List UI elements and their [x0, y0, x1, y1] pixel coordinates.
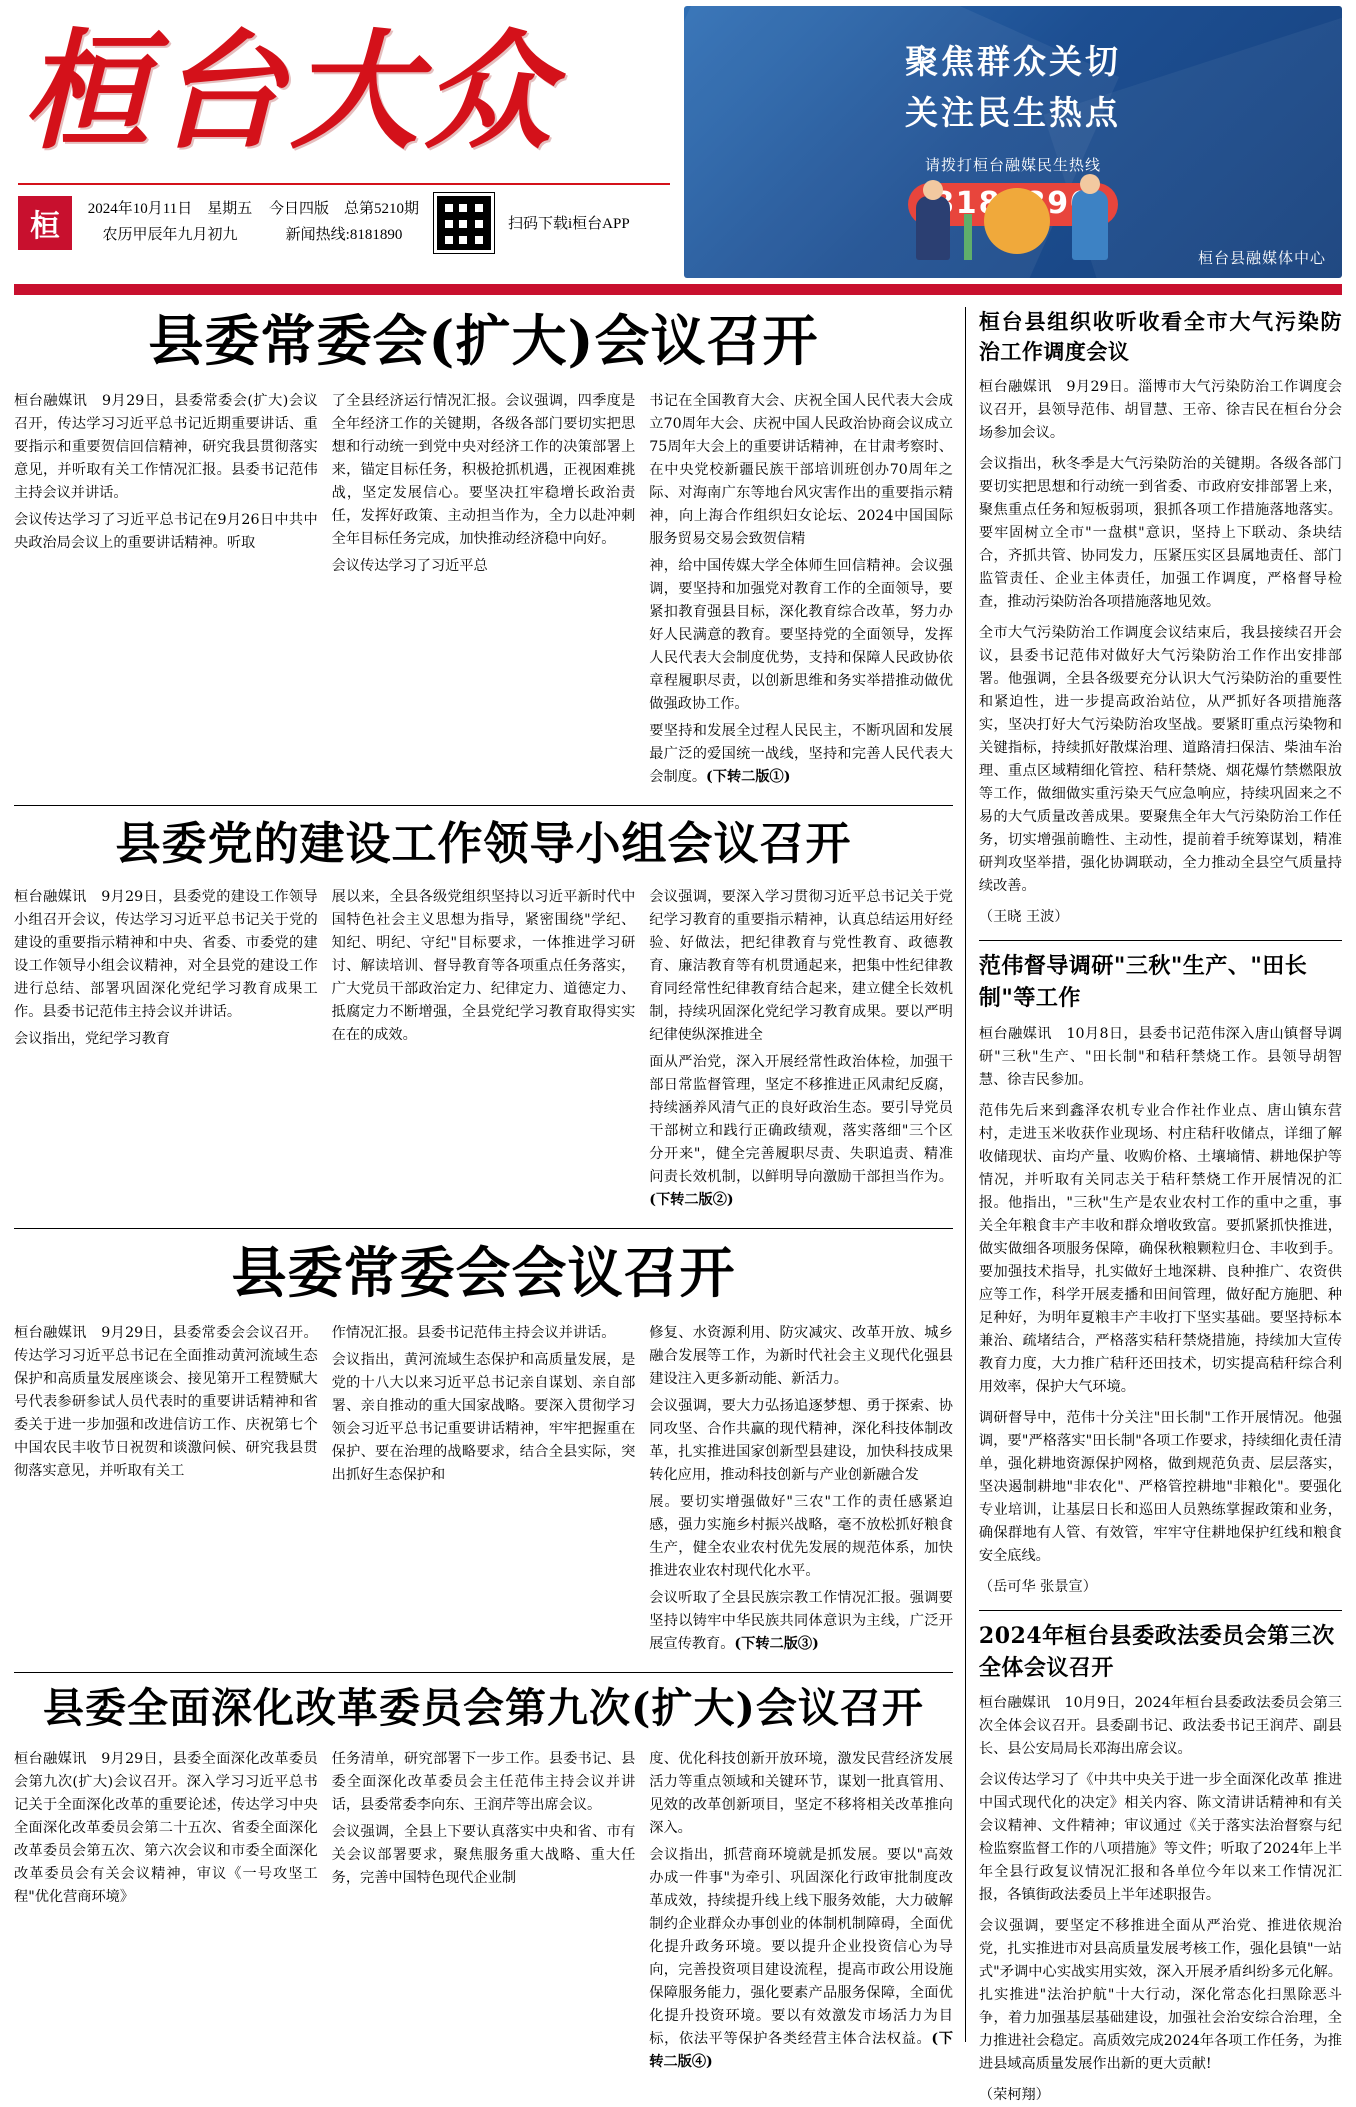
byline: （岳可华 张景宣）: [978, 1578, 1097, 1595]
issue-date-gregorian: 2024年10月11日 星期五: [87, 201, 253, 218]
headline[interactable]: 县委党的建设工作领导小组会议召开: [115, 816, 852, 870]
paragraph: 会议强调，要深入学习贯彻习近平总书记关于党纪学习教育的重要指示精神，认真总结运用好经验、好做法，把纪律教育与党性教育、政德教育、廉洁教育等有机贯通起来，把集中性纪律教育同经常性纪律教育结合起来，建立健全长效机制，持续巩固深化党纪学习教育成果。要以严明纪律使纵深推进全: [649, 889, 953, 1043]
column-1: [14, 1322, 318, 1660]
paragraph: 展。要切实增强做好"三农"工作的责任感紧迫感，强力实施乡村振兴战略，毫不放松抓好粮食生产，健全农业农村优先发展的规范体系，加快推进农业农村现代化水平。: [649, 1493, 953, 1579]
paragraph: 桓台融媒讯 9月29日。淄博市大气污染防治工作调度会议召开，县领导范伟、胡冒慧、王帝、徐吉民在桓台分会场参加会议。: [978, 378, 1342, 441]
paragraph: 作情况汇报。县委书记范伟主持会议并讲话。: [331, 1324, 616, 1341]
article-columns: [14, 886, 953, 1216]
masthead-info: [14, 185, 674, 253]
issue-number: [268, 197, 420, 248]
article-air-pollution-meeting: [979, 307, 1342, 929]
article-standing-committee-expanded: [14, 307, 953, 793]
headline[interactable]: 县委常委会(扩大)会议召开: [148, 308, 819, 373]
paragraph: 会议指出，秋冬季是大气污染防治的关键期。各级各部门要切实把思想和行动统一到省委、市政府安排部署上来，聚焦重点任务和短板弱项，狠抓各项工作措施落地落实。要牢固树立全市"一盘棋"意识，坚持上下联动、条块结合，齐抓共管、协同发力，压紧压实区县属地责任、部门监管责任、企业主体责任，加强工作调度，严格督导检查，推动污染防治各项措施落地见效。: [978, 455, 1342, 610]
main-articles-column: [14, 307, 966, 2070]
ad-subtitle: 请拨打桓台融媒民生热线: [924, 158, 1101, 175]
byline: （王晓 王波）: [978, 908, 1069, 925]
qr-code-icon[interactable]: [434, 193, 494, 253]
seal-logo: 桓: [18, 196, 72, 250]
headline[interactable]: 县委常委会会议召开: [231, 1240, 736, 1305]
paragraph: 会议指出，黄河流域生态保护和高质量发展，是党的十八大以来习近平总书记亲自谋划、亲自部署、亲自推动的重大国家战略。要深入贯彻学习领会习近平总书记重要讲话精神，牢牢把握重在保护、要在治理的战略要求，结合全县实际，突出抓好生态保护和: [331, 1351, 636, 1483]
column-3: [649, 886, 953, 1216]
section-divider: [14, 805, 953, 806]
column-3: [649, 1748, 953, 2078]
column-3: [649, 1322, 953, 1660]
paragraph: 修复、水资源利用、防灾减灾、改革开放、城乡融合发展等工作，为新时代社会主义现代化强县建设注入更多新动能、新活力。: [649, 1324, 953, 1387]
article-party-building-leading-group: [14, 816, 953, 1216]
continuation-note[interactable]: (下转二版④): [649, 2031, 953, 2070]
column-2: [332, 390, 636, 793]
article-columns: [14, 1322, 953, 1660]
qr-code-label: 扫码下载i桓台APP: [508, 216, 630, 233]
continuation-note[interactable]: (下转二版③): [734, 1635, 819, 1652]
person-icon-right: [1072, 190, 1108, 260]
issue-date-lunar: 农历甲辰年九月初九: [102, 226, 238, 243]
paragraph: 会议强调，要大力弘扬追逐梦想、勇于探索、协同攻坚、合作共赢的现代精神，深化科技体制改革，扎实推进国家创新型县建设，加快科技成果转化应用，推动科技创新与产业创新融合发: [649, 1397, 953, 1483]
ad-title-line-2: 关注民生热点: [905, 93, 1121, 133]
paragraph: [649, 1051, 953, 1212]
paragraph: 桓台融媒讯 9月29日，县委常委会(扩大)会议召开，传达学习习近平总书记近期重要讲话、重要指示和重要贺信回信精神，研究我县贯彻落实意见，并听取有关工作情况汇报。县委书记范伟主持会议并讲话。: [14, 392, 318, 501]
column-1: [14, 886, 318, 1216]
masthead-left: [14, 6, 674, 253]
page-content: [14, 307, 1342, 2104]
article-deepening-reform-committee: [14, 1683, 953, 2078]
paragraph: 桓台融媒讯 10月9日，2024年桓台县委政法委员会第三次全体会议召开。县委副书记、政法委书记王润芹、副县长、县公安局局长邓海出席会议。: [978, 1695, 1342, 1758]
article-autumn-harvest-inspection: [979, 951, 1342, 1599]
paragraph: [649, 1587, 953, 1656]
paragraph: 桓台融媒讯 10月8日，县委书记范伟深入唐山镇督导调研"三秋"生产、"田长制"和秸秆禁烧工作。县领导胡智慧、徐吉民参加。: [978, 1025, 1342, 1088]
section-divider: [14, 1672, 953, 1673]
paragraph: 度、优化科技创新开放环境，激发民营经济发展活力等重点领域和关键环节，谋划一批真管用、见效的改革创新项目，坚定不移将相关改革推向深入。: [649, 1751, 953, 1836]
paragraph-text: 会议指出，抓营商环境就是抓发展。要以"高效办成一件事"为牵引、巩固深化行政审批制度改革成效，持续提升线上线下服务效能，大力破解制约企业群众办事创业的体制机制障碍，全面优化提升政务环境。要以提升企业投资信心为导向，完善投资项目建设流程，提高市政公用设施保障服务能力，强化要素产品服务保障，全面优化提升投资环境。要以有效激发市场活力为目标，依法平等保护各类经营主体合法权益。: [649, 1847, 953, 2047]
article-political-legal-committee: [979, 1621, 1342, 2107]
ad-title: [684, 6, 1342, 138]
paragraph: 桓台融媒讯 9月29日，县委常委会会议召开。传达学习习近平总书记在全面推动黄河流域生态保护和高质量发展座谈会、接见第开工程赞赋大号代表参研参试人员代表时的重要讲话精神和省委关于进一步加强和改进信访工作、庆祝第七个中国农民丰收节日祝贺和谈激问候、研究我县贯彻落实意见，并听取有关工: [14, 1324, 318, 1479]
paragraph: 展以来，全县各级党组织坚持以习近平新时代中国特色社会主义思想为指导，紧密围绕"学纪、知纪、明纪、守纪"目标要求，一体推进学习研讨、解读培训、督导教育等各项重点任务落实，广大党员干部政治定力、纪律定力、道德定力、抵腐定力不断增强，全县党纪学习教育取得实实在在的成效。: [331, 889, 636, 1043]
paragraph: 书记在全国教育大会、庆祝全国人民代表大会成立70周年大会、庆祝中国人民政治协商会议成立75周年大会上的重要讲话精神，在甘肃考察时、在中央党校新疆民族干部培训班创办70周年之际、对海南广东等地台风灾害作出的重要指示精神，向上海合作组织妇女论坛、2024中国国际服务贸易交易会致贺信精: [649, 392, 953, 547]
section-divider: [14, 1228, 953, 1229]
paragraph: 神，给中国传媒大学全体师生回信精神。会议强调，要坚持和加强党对教育工作的全面领导，要紧扣教育强县目标，深化教育综合改革，努力办好人民满意的教育。要坚持党的全面领导，发挥人民代表大会制度优势，支持和保障人民政协依章程履职尽责，以创新思维和务实举措推动做优做强政协工作。: [649, 557, 953, 712]
continuation-note[interactable]: (下转二版①): [706, 768, 791, 785]
ad-illustration-circle: [984, 188, 1050, 254]
ad-illustration: [864, 170, 1194, 260]
paragraph: 会议强调，要坚定不移推进全面从严治党、推进依规治党，扎实推进市对县高质量发展考核工作，强化县镇"一站式"矛调中心实战实用实效，深入开展矛盾纠纷多元化解。扎实推进"法治护航"十大行动，深化常态化扫黑除恶斗争，着力加强基层基础建设，加强社会治安综合治理，全力推进社会稳定。高质效完成2024年各项工作任务，为推进县域高质量发展作出新的更大贡献!: [978, 1918, 1342, 2073]
continuation-note[interactable]: (下转二版②): [649, 1192, 734, 1208]
paragraph: [649, 720, 953, 789]
paragraph: 会议传达学习了习近平总: [331, 557, 488, 574]
red-separator-bar: [14, 284, 1342, 295]
headline[interactable]: 2024年桓台县委政法委员会第三次全体会议召开: [978, 1622, 1335, 1681]
headline[interactable]: 范伟督导调研"三秋"生产、"田长制"等工作: [978, 952, 1308, 1011]
masthead: [14, 0, 1342, 280]
paragraph: 任务清单，研究部署下一步工作。县委书记、县委全面深化改革委员会主任范伟主持会议并讲话，县委常委李向东、王润芹等出席会议。: [331, 1751, 636, 1813]
ad-title-line-1: 聚焦群众关切: [905, 42, 1121, 81]
newspaper-title: 桓台大众: [22, 17, 559, 167]
paragraph: 会议传达学习了《中共中央关于进一步全面深化改革 推进中国式现代化的决定》相关内容、陈文清讲话精神和有关会议精神、文件精神；审议通过《关于落实法治督察与纪检监察监督工作的八项措施》等文件；听取了2024年上半年全县行政复议情况汇报和各单位今年以来工作情况汇报，各镇街政法委员上半年述职报告。: [978, 1772, 1342, 1904]
paragraph: 会议强调，全县上下要认真落实中央和省、市有关会议部署要求，聚焦服务重大战略、重大任务，完善中国特色现代企业制: [331, 1824, 636, 1886]
hotline-advertisement[interactable]: [684, 6, 1342, 278]
article-standing-committee-meeting: [14, 1239, 953, 1660]
paragraph: 会议指出，党纪学习教育: [14, 1031, 171, 1047]
article-columns: [14, 390, 953, 793]
column-2: [332, 1748, 636, 2078]
ad-organization: 桓台县融媒体中心: [1197, 251, 1326, 267]
paragraph: 调研督导中，范伟十分关注"田长制"工作开展情况。他强调，要"严格落实"田长制"各项工作要求，持续细化责任清单，强化耕地资源保护网格，做到规范负责、层层落实，坚决遏制耕地"非农化"、严格管控耕地"非粮化"。要强化专业培训，让基层日长和巡田人员熟练掌握政策和业务，确保群地有人管、有效管，牢牢守住耕地保护红线和粮食安全底线。: [978, 1409, 1342, 1564]
column-1: [14, 1748, 318, 2078]
plant-icon: [964, 214, 972, 260]
paragraph: 会议传达学习了习近平总书记在9月26日中共中央政治局会议上的重要讲话精神。听取: [14, 511, 318, 551]
paragraph: 范伟先后来到鑫泽农机专业合作社作业点、唐山镇东营村，走进玉米收获作业现场、村庄秸秆收储点，详细了解收储现状、亩均产量、收购价格、土壤墒情、耕地保护等情况，并听取有关同志关于秸秆禁烧工作开展情况的汇报。他指出，"三秋"生产是农业农村工作的重中之重，事关全年粮食丰产丰收和群众增收致富。要抓紧抓快推进，做实做细各项服务保障，确保秋粮颗粒归仓、丰收到手。要加强技术指导，扎实做好土地深耕、良种推广、农资供应等工作，科学开展麦播和田间管理，做好配方施肥、种足种好，为明年夏粮丰产丰收打下坚实基础。要坚持标本兼治、疏堵结合，严格落实秸秆禁烧措施，持续加大宣传教育力度，大力推广秸秆还田技术，切实提高秸秆综合利用效率，保护大气环境。: [978, 1102, 1342, 1395]
column-1: [14, 390, 318, 793]
column-2: [332, 886, 636, 1216]
newsroom-hotline: 新闻热线:8181890: [285, 226, 403, 243]
issue-number-line: 今日四版 总第5210期: [268, 201, 419, 218]
headline[interactable]: 县委全面深化改革委员会第九次(扩大)会议召开: [43, 1683, 924, 1732]
paragraph: 桓台融媒讯 9月29日，县委党的建设工作领导小组召开会议，传达学习习近平总书记关于党的建设的重要指示精神和中央、省委、市委党的建设工作领导小组会议精神，对全县党的建设工作进行总结、部署巩固深化党纪学习教育成果工作。县委书记范伟主持会议并讲话。: [14, 889, 318, 1020]
sidebar-articles-column: [966, 307, 1342, 2104]
section-divider: [979, 940, 1342, 941]
paragraph-text: 面从严治党，深入开展经常性政治体检，加强干部日常监督管理，坚定不移推进正风肃纪反腐，持续涵养风清气正的良好政治生态。要引导党员干部树立和践行正确政绩观，落实落细"三个区分开来"，健全完善履职尽责、失职追责、精准问责长效机制，以鲜明导向激励干部担当作为。: [649, 1054, 953, 1185]
issue-date: [86, 197, 254, 248]
byline: （荣柯翔）: [978, 2087, 1050, 2104]
article-columns: [14, 1748, 953, 2078]
paragraph-text: 要坚持和发展全过程人民民主，不断巩固和发展最广泛的爱国统一战线，坚持和完善人民代表大会制度。: [649, 722, 953, 785]
paragraph: 全市大气污染防治工作调度会议结束后，我县接续召开会议，县委书记范伟对做好大气污染防治工作作出安排部署。他强调，全县各级要充分认识大气污染防治的重要性和紧迫性，进一步提高政治站位，从严抓好各项措施落实，坚决打好大气污染防治攻坚战。要紧盯重点污染物和关键指标，持续抓好散煤治理、道路清扫保洁、柴油车治理、重点区域精细化管控、秸秆禁烧、烟花爆竹禁燃限放等工作，做细做实重污染天气应急响应，持续巩固来之不易的大气质量改善成果。要聚焦全年大气污染防治工作任务，切实增强前瞻性、主动性，提前着手统筹谋划，精准研判攻坚举措，强化协调联动，全力推动全县空气质量持续改善。: [978, 624, 1342, 894]
headline[interactable]: 桓台县组织收听收看全市大气污染防治工作调度会议: [978, 309, 1342, 365]
section-divider: [979, 1610, 1342, 1611]
column-2: [332, 1322, 636, 1660]
paragraph: 了全县经济运行情况汇报。会议强调，四季度是全年经济工作的关键期，各级各部门要切实把思想和行动统一到党中央对经济工作的决策部署上来，锚定目标任务，积极抢抓机遇，正视困难挑战，坚定发展信心。要坚决扛牢稳增长政治责任，发挥好政策、主动担当作为，全力以赴冲刺全年目标任务完成，加快推动经济稳中向好。: [331, 392, 636, 547]
paragraph-text: 会议听取了全县民族宗教工作情况汇报。强调要坚持以铸牢中华民族共同体意识为主线，广泛开展宣传教育。: [649, 1589, 953, 1652]
paragraph: [649, 1844, 953, 2074]
paragraph: 桓台融媒讯 9月29日，县委全面深化改革委员会第九次(扩大)会议召开。深入学习习近平总书记关于全面深化改革的重要论述，传达学习中央全面深化改革委员会第二十五次、省委全面深化改革委员会第五次、第六次会议和市委全面深化改革委员会有关会议精神，审议《一号攻坚工程"优化营商环境》: [14, 1751, 318, 1905]
column-3: [649, 390, 953, 793]
person-icon-left: [916, 196, 950, 260]
